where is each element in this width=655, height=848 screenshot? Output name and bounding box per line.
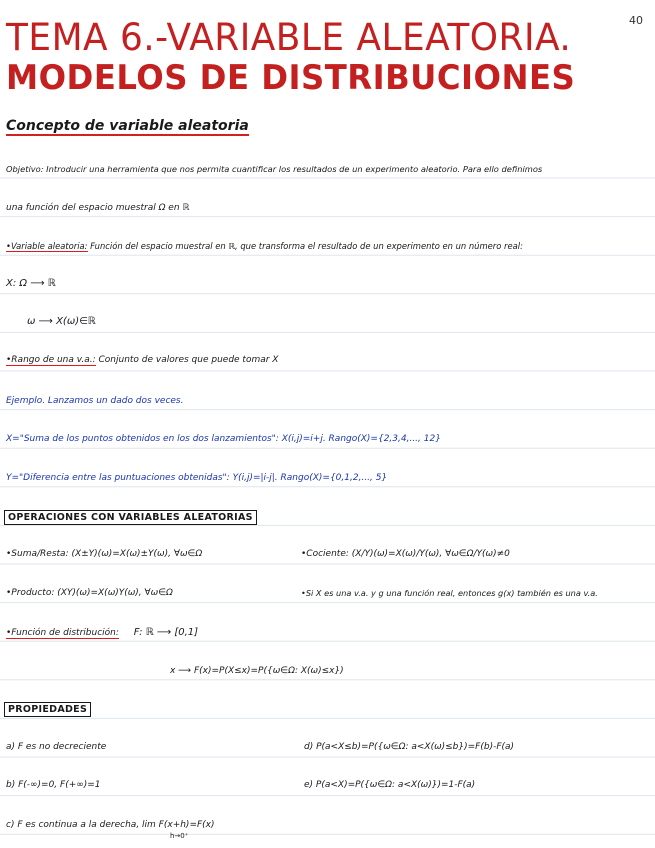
property-e: e) P(a<X)=P({ω∈Ω: a<X(ω)})=1-F(a) [304,780,476,790]
section-heading: Concepto de variable aleatoria [6,118,249,134]
objective-line-2: una función del espacio muestral Ω en ℝ [6,203,190,213]
example-intro: Ejemplo. Lanzamos un dado dos veces. [6,396,184,406]
distribution-formula: x ⟶ F(x)=P(X≤x)=P({ω∈Ω: X(ω)≤x}) [170,666,344,676]
property-a: a) F es no decreciente [6,742,107,752]
random-variable-label: •Variable aleatoria: [6,241,88,251]
operation-sum: •Suma/Resta: (X±Y)(ω)=X(ω)±Y(ω), ∀ω∈Ω [6,549,203,559]
distribution-map: F: ℝ ⟶ [0,1] [133,627,199,638]
operation-quotient: •Cociente: (X/Y)(ω)=X(ω)/Y(ω), ∀ω∈Ω/Y(ω)≠0 [301,549,510,559]
example-y: Y="Diferencia entre las puntuaciones obtenidas": Y(i,j)=|i-j|. Rango(X)={0,1,2,..., 5} [6,473,388,483]
random-variable-def [6,241,523,251]
property-c-limit-subscript: h→0⁺ [170,832,189,840]
distribution-def [6,627,198,638]
range-def [6,355,278,365]
range-label: •Rango de una v.a.: [6,355,96,365]
mapping-line-2: ω ⟶ X(ω)∈ℝ [27,316,96,327]
property-b: b) F(-∞)=0, F(+∞)=1 [6,780,101,790]
operation-product: •Producto: (XY)(ω)=X(ω)Y(ω), ∀ω∈Ω [6,588,173,598]
property-d: d) P(a<X≤b)=P({ω∈Ω: a<X(ω)≤b})=F(b)-F(a) [304,742,515,752]
operations-heading: OPERACIONES CON VARIABLES ALEATORIAS [4,510,257,525]
page-number: 40 [629,14,643,27]
distribution-label: •Función de distribución: [6,628,119,638]
property-c: c) F es continua a la derecha, lim F(x+h)=F(x) [6,820,215,830]
mapping-line-1: X: Ω ⟶ ℝ [6,278,56,289]
page-title: TEMA 6.-VARIABLE ALEATORIA. [6,16,572,59]
properties-heading: PROPIEDADES [4,702,91,717]
operation-function: •Si X es una v.a. y g una función real, entonces g(x) también es una v.a. [301,588,598,598]
range-text: Conjunto de valores que puede tomar X [98,355,279,365]
example-x: X="Suma de los puntos obtenidos en los dos lanzamientos": X(i,j)=i+j. Rango(X)={2,3,4,..., 12} [6,434,441,444]
random-variable-text: Función del espacio muestral en ℝ, que transforma el resultado de un experimento en un número real: [90,241,523,251]
page-subtitle: MODELOS DE DISTRIBUCIONES [6,58,576,98]
objective-line-1: Objetivo: Introducir una herramienta que nos permita cuantificar los resultados de un experimento aleatorio. Para ello definimos [6,164,543,174]
